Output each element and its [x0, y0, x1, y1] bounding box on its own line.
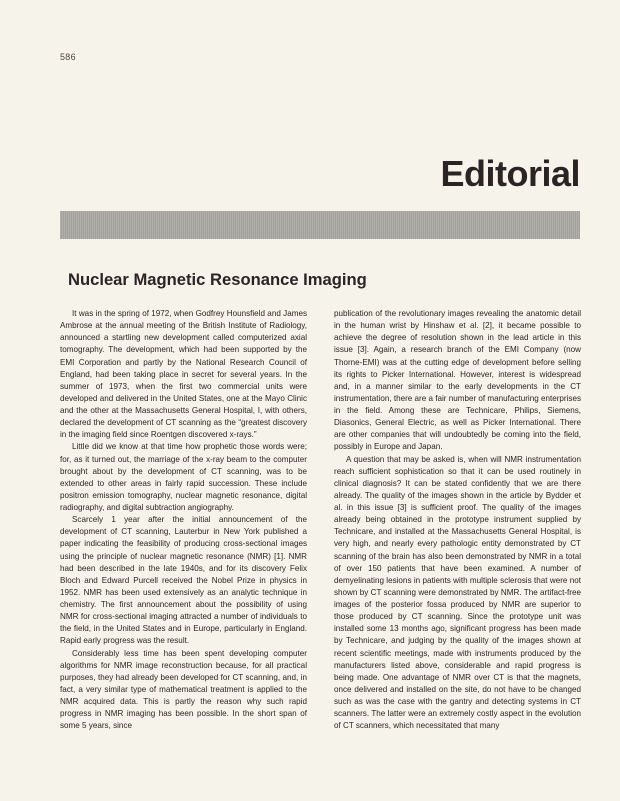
section-banner: [60, 211, 580, 239]
body-paragraph: A question that may be asked is, when will NMR instrumentation reach sufficient sophistication so that it can be used routinely in clinical diagnosis? It can be stated confidently that we are there already. The quality of the images shown in the article by Bydder et al. in this issue [3] is sufficient proof. The quality of the images already being obtained in the prototype instrument supplied by Technicare, and installed at the Massachusetts General Hospital, is very high, and nearly every pathologic entity demonstrated by CT scanning of the brain has also been demonstrated by NMR in a total of over 150 patients that have been examined. A number of demyelinating lesions in patients with multiple sclerosis that were not shown by CT scanning were demonstrated by NMR. The artifact-free images of the posterior fossa produced by NMR are superior to those produced by CT scanning. Since the prototype unit was installed some 13 months ago, significant progress has been made by Technicare, and judging by the quality of the images shown at recent scientific meetings, made with instruments produced by the manufacturers listed above, considerable and rapid progress is being made. One advantage of NMR over CT is that the magnets, once delivered and installed on the site, do not have to be changed such as was the case with the gantry and detecting systems in CT scanners. The latter were an extremely costly aspect in the evolution of CT scanners, which necessitated that many: [334, 454, 581, 731]
body-paragraph: It was in the spring of 1972, when Godfrey Hounsfield and James Ambrose at the annual meeting of the British Institute of Radiology, announced a startling new development called computerized axial tomography. The development, which had been supported by the EMI Corporation and partly by the National Research Council of England, had been taking place in secret for several years. In the summer of 1973, when the first two commercial units were developed and delivered in the United States, one at the Mayo Clinic and the other at the Massachusetts General Hospital, I, with others, declared the development of CT scanning as the “greatest discovery in the imaging field since Roentgen discovered x-rays.”: [60, 309, 307, 440]
body-paragraph: Considerably less time has been spent developing computer algorithms for NMR image reconstruction because, for all practical purposes, they had already been developed for CT scanning, and, in fact, a very similar type of mathematical treatment is applied to the NMR acquired data. This is partly the reason why such rapid progress in NMR imaging has been possible. In the short span of some 5 years, since: [60, 648, 307, 731]
page-number: 586: [60, 52, 76, 62]
body-paragraph: Scarcely 1 year after the initial announcement of the development of CT scanning, Lauterbur in New York published a paper indicating the feasibility of producing cross-sectional images using the principle of nuclear magnetic resonance (NMR) [1]. NMR had been described in the late 1940s, and for its discovery Felix Bloch and Edward Purcell received the Nobel Prize in physics in 1952. NMR has been used extensively as an analytic technique in chemistry. The first announcement about the possibility of using NMR for cross-sectional imaging attracted a number of individuals to the field, in the United States and in Europe, particularly in England. Rapid early progress was the result.: [60, 515, 307, 646]
article-title: Nuclear Magnetic Resonance Imaging: [68, 270, 367, 289]
section-heading: Editorial: [440, 153, 580, 194]
right-column: [334, 308, 581, 732]
body-paragraph: Little did we know at that time how prophetic those words were; for, as it turned out, the marriage of the x-ray beam to the computer brought about by the development of CT scanning, was to be extended to other areas in fairly rapid succession. These include positron emission tomography, nuclear magnetic resonance, digital radiography, and digital subtraction angiography.: [60, 442, 307, 512]
left-column: [60, 308, 307, 732]
body-paragraph: publication of the revolutionary images revealing the anatomic detail in the human wrist by Hinshaw et al. [2], it became possible to achieve the degree of resolution shown in the lead article in this issue [3]. Again, a research branch of the EMI Company (now Thorne-EMI) was at the cutting edge of development before selling its rights to Picker International. However, interest is widespread and, in a manner similar to the early developments in the CT instrumentation, there are a fair number of manufacturing enterprises in the field. Among these are Technicare, Philips, Siemens, Diasonics, General Electric, as well as Picker International. There are other companies that will undoubtedly be coming into the field, possibly in Europe and Japan.: [334, 309, 581, 452]
